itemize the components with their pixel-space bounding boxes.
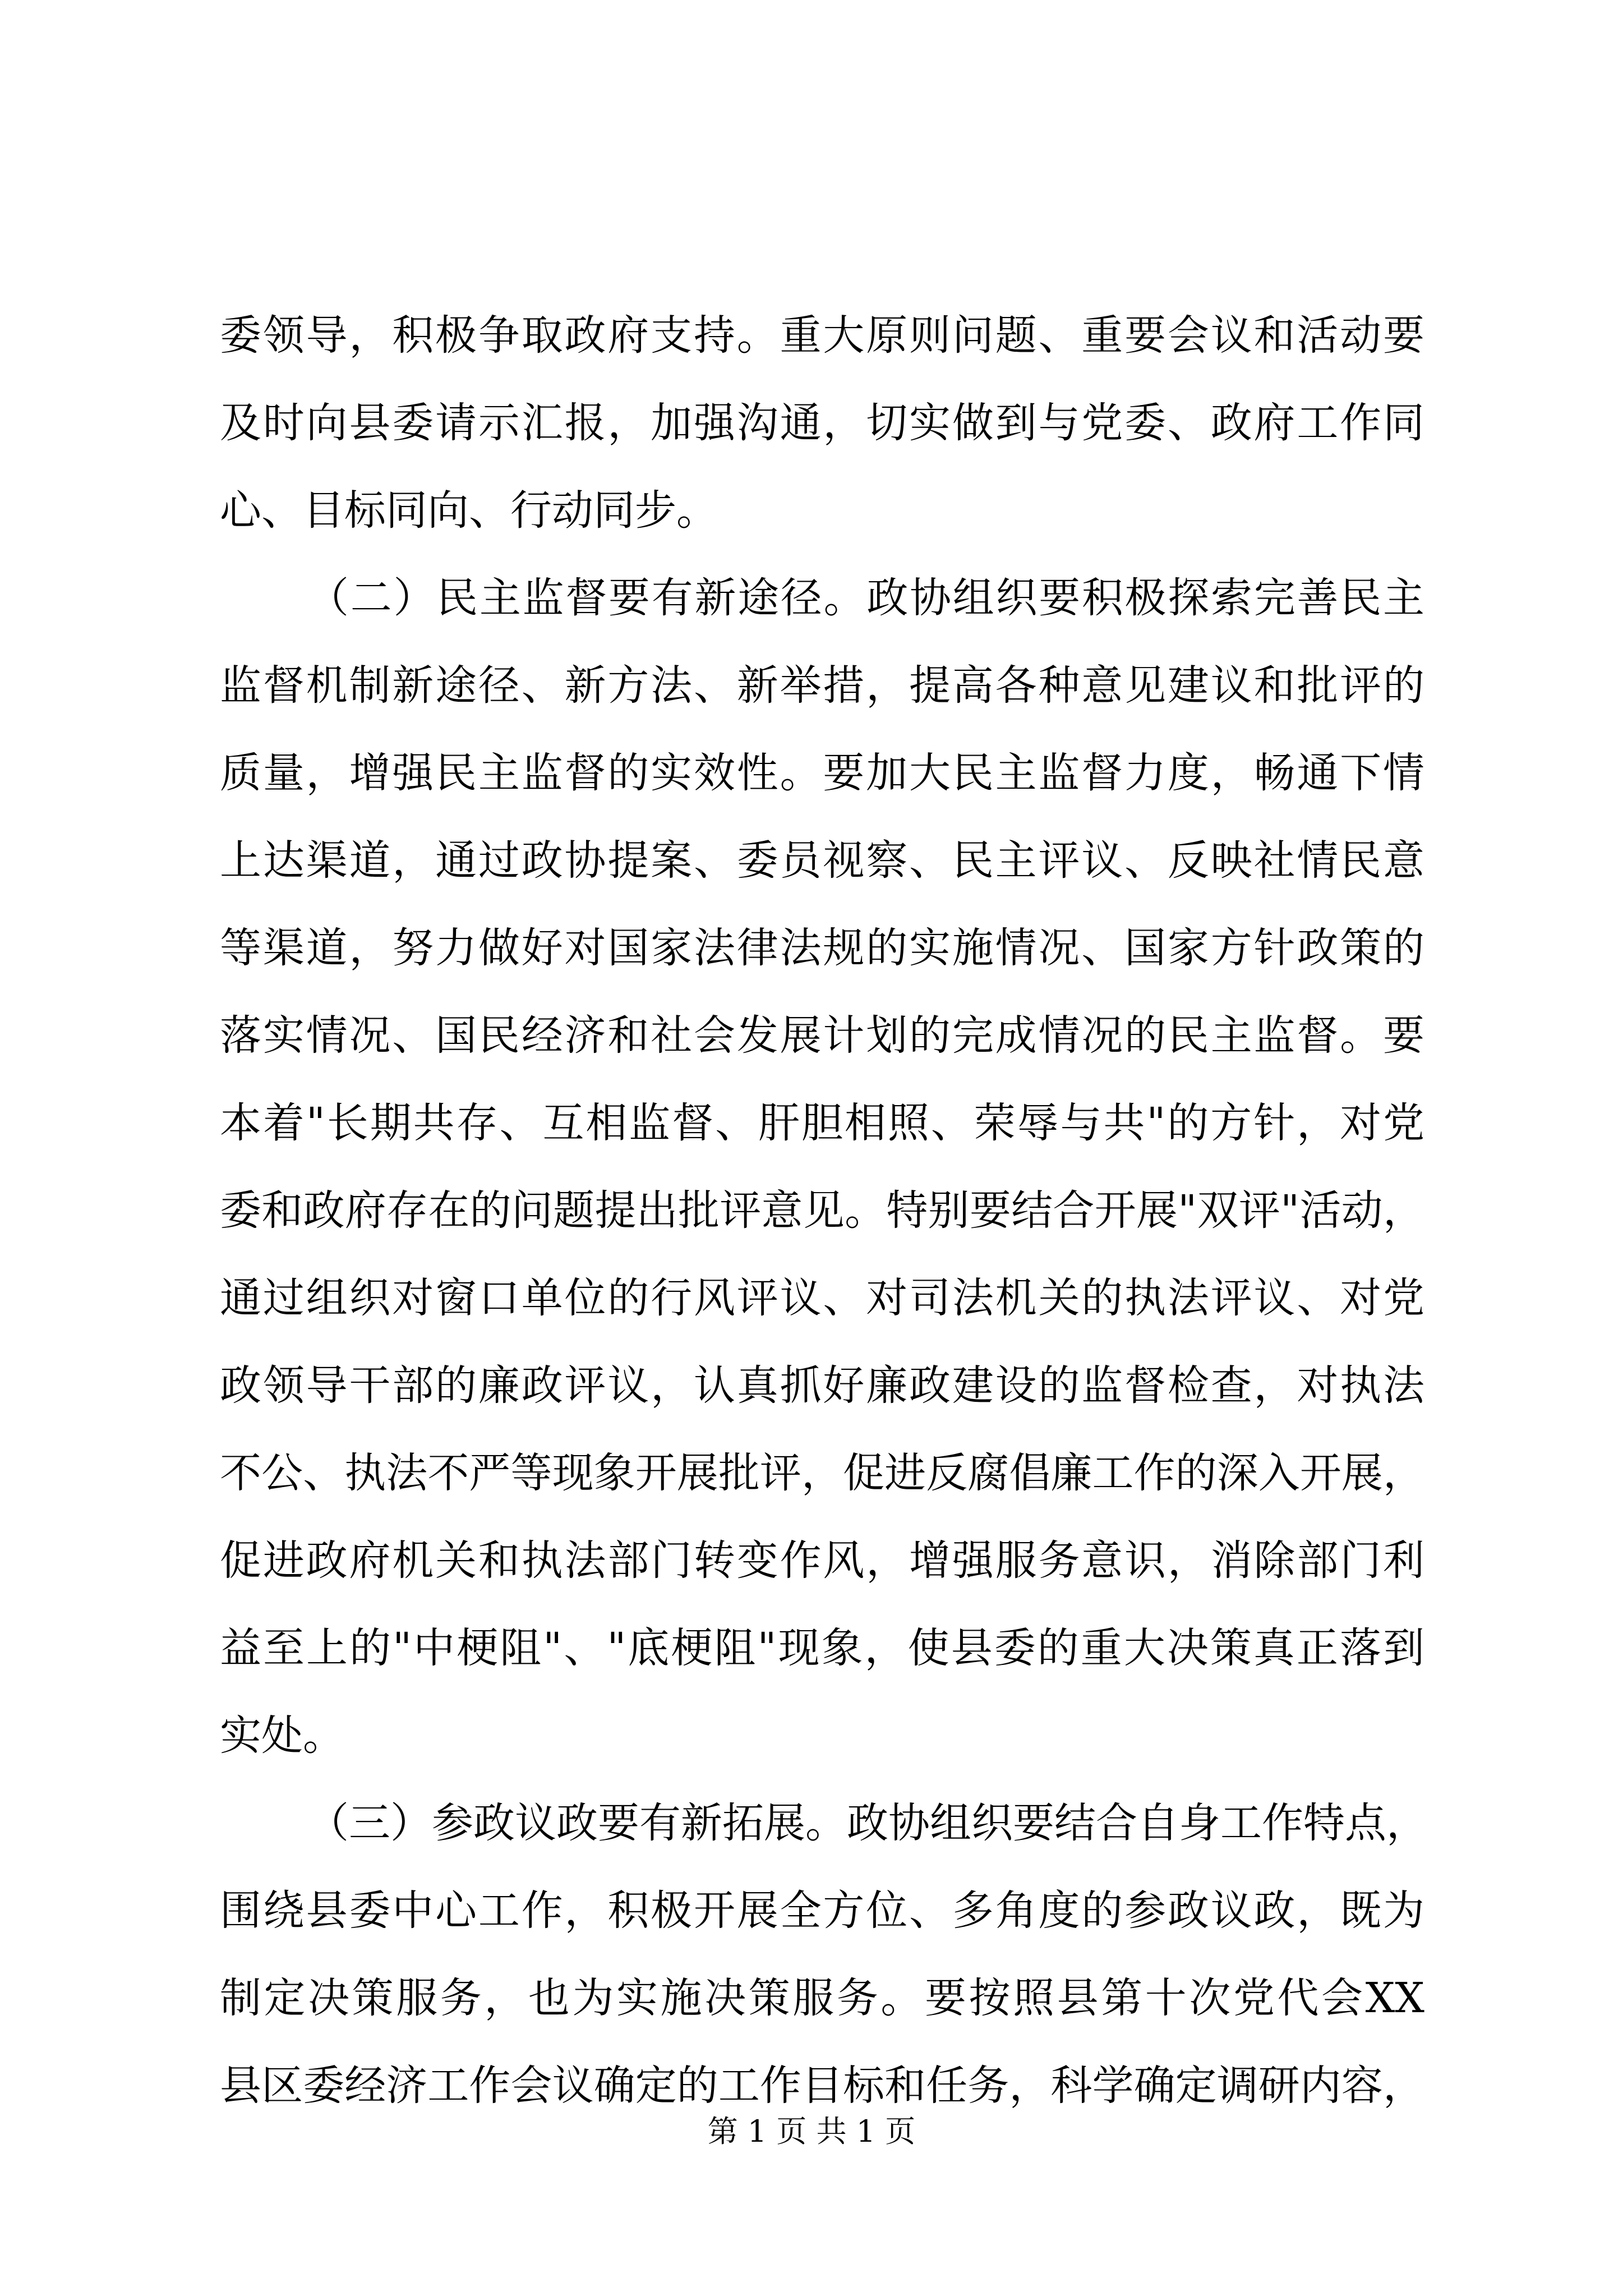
text-line: 促进政府机关和执法部门转变作风，增强服务意识，消除部门利 <box>220 1536 1424 1585</box>
text-line: 通过组织对窗口单位的行风评议、对司法机关的执法评议、对党 <box>220 1274 1424 1322</box>
text-line: 等渠道，努力做好对国家法律法规的实施情况、国家方针政策的 <box>220 924 1424 972</box>
text-line: 及时向县委请示汇报，加强沟通，切实做到与党委、政府工作同 <box>220 399 1424 447</box>
text-line: 围绕县委中心工作，积极开展全方位、多角度的参政议政，既为 <box>220 1887 1424 1935</box>
text-line: 上达渠道，通过政协提案、委员视察、民主评议、反映社情民意 <box>220 836 1424 885</box>
text-line: 委领导，积极争取政府支持。重大原则问题、重要会议和活动要 <box>220 311 1424 360</box>
text-line: 制定决策服务，也为实施决策服务。要按照县第十次党代会XX <box>220 1974 1424 2022</box>
paragraph-heading-line: （三）参政议政要有新拓展。政协组织要结合自身工作特点， <box>307 1799 1428 1847</box>
text-line: 县区委经济工作会议确定的工作目标和任务，科学确定调研内容， <box>220 2062 1424 2110</box>
text-line: 质量，增强民主监督的实效性。要加大民主监督力度，畅通下情 <box>220 749 1424 797</box>
text-line: 委和政府存在的问题提出批评意见。特别要结合开展"双评"活动， <box>220 1186 1424 1235</box>
page-number-footer: 第 1 页 共 1 页 <box>707 2114 916 2149</box>
text-line: 益至上的"中梗阻"、"底梗阻"现象，使县委的重大决策真正落到 <box>220 1624 1424 1672</box>
text-line: 不公、执法不严等现象开展批评，促进反腐倡廉工作的深入开展， <box>220 1449 1424 1497</box>
text-line: 政领导干部的廉政评议，认真抓好廉政建设的监督检查，对执法 <box>220 1361 1424 1410</box>
text-line: 心、目标同向、行动同步。 <box>220 486 718 535</box>
paragraph-heading-line: （二）民主监督要有新途径。政协组织要积极探索完善民主 <box>307 574 1424 622</box>
text-line: 实处。 <box>220 1711 344 1760</box>
document-body <box>220 292 1428 2129</box>
text-line: 落实情况、国民经济和社会发展计划的完成情况的民主监督。要 <box>220 1011 1424 1060</box>
text-line: 本着"长期共存、互相监督、肝胆相照、荣辱与共"的方针，对党 <box>220 1099 1424 1147</box>
text-line: 监督机制新途径、新方法、新举措，提高各种意见建议和批评的 <box>220 661 1424 710</box>
